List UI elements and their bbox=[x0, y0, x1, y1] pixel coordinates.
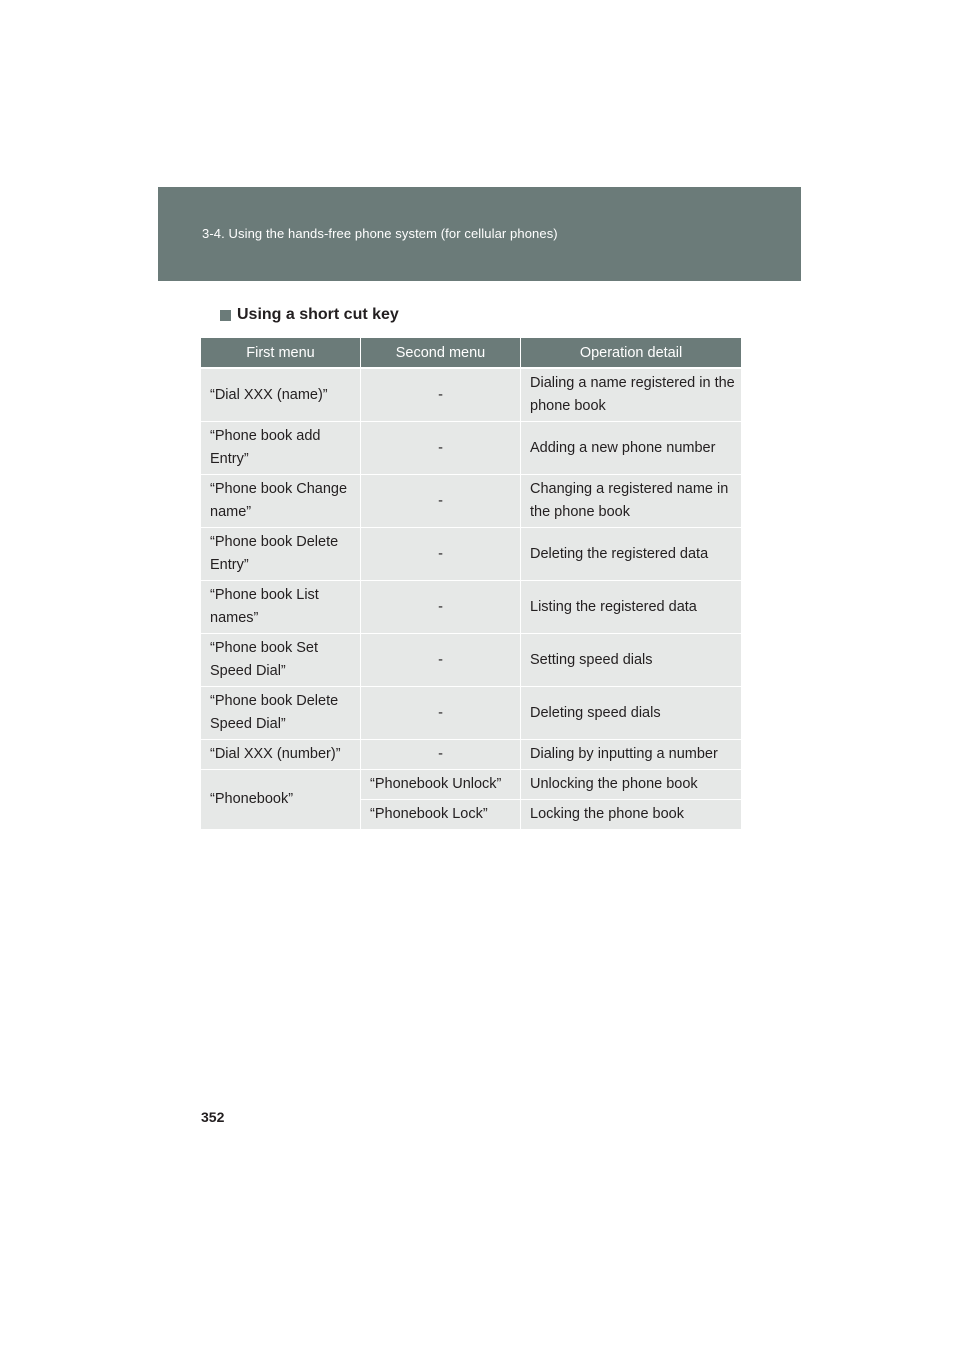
second-menu-cell: - bbox=[361, 528, 521, 581]
table-row bbox=[201, 634, 741, 687]
table-header-row bbox=[201, 338, 741, 367]
operation-detail-cell: Dialing a name registered in the phone book bbox=[521, 367, 741, 422]
section-heading bbox=[220, 306, 399, 324]
table-row bbox=[201, 770, 741, 800]
table-row bbox=[201, 528, 741, 581]
first-menu-cell: “Phone book Delete Speed Dial” bbox=[201, 687, 361, 740]
table-row bbox=[201, 422, 741, 475]
table-row bbox=[201, 367, 741, 422]
first-menu-cell: “Phone book List names” bbox=[201, 581, 361, 634]
table-row bbox=[201, 687, 741, 740]
first-menu-cell: “Phone book Change name” bbox=[201, 475, 361, 528]
first-menu-cell: “Phone book add Entry” bbox=[201, 422, 361, 475]
section-heading-text: Using a short cut key bbox=[237, 306, 399, 323]
operation-detail-cell: Unlocking the phone book bbox=[521, 770, 741, 800]
operation-detail-cell: Deleting the registered data bbox=[521, 528, 741, 581]
operation-detail-cell: Dialing by inputting a number bbox=[521, 740, 741, 770]
table-row bbox=[201, 740, 741, 770]
table-row bbox=[201, 581, 741, 634]
second-menu-cell: - bbox=[361, 367, 521, 422]
second-menu-cell: - bbox=[361, 422, 521, 475]
operation-detail-cell: Deleting speed dials bbox=[521, 687, 741, 740]
second-menu-cell: “Phonebook Unlock” bbox=[361, 770, 521, 800]
shortcut-menu-table bbox=[201, 338, 741, 830]
first-menu-cell: “Phone book Set Speed Dial” bbox=[201, 634, 361, 687]
second-menu-cell: - bbox=[361, 581, 521, 634]
operation-detail-cell: Adding a new phone number bbox=[521, 422, 741, 475]
operation-detail-cell: Changing a registered name in the phone book bbox=[521, 475, 741, 528]
first-menu-cell: “Phone book Delete Entry” bbox=[201, 528, 361, 581]
table-row bbox=[201, 475, 741, 528]
first-menu-cell-phonebook: “Phonebook” bbox=[201, 770, 361, 830]
chapter-header-band bbox=[158, 187, 801, 281]
square-bullet-icon bbox=[220, 310, 231, 321]
chapter-title: 3-4. Using the hands-free phone system (for cellular phones) bbox=[202, 226, 558, 241]
column-header-second-menu: Second menu bbox=[361, 338, 521, 367]
operation-detail-cell: Locking the phone book bbox=[521, 800, 741, 830]
column-header-operation-detail: Operation detail bbox=[521, 338, 741, 367]
second-menu-cell: “Phonebook Lock” bbox=[361, 800, 521, 830]
column-header-first-menu: First menu bbox=[201, 338, 361, 367]
operation-detail-cell: Listing the registered data bbox=[521, 581, 741, 634]
second-menu-cell: - bbox=[361, 634, 521, 687]
first-menu-cell: “Dial XXX (name)” bbox=[201, 367, 361, 422]
first-menu-cell: “Dial XXX (number)” bbox=[201, 740, 361, 770]
page-number: 352 bbox=[201, 1109, 225, 1125]
second-menu-cell: - bbox=[361, 687, 521, 740]
second-menu-cell: - bbox=[361, 740, 521, 770]
second-menu-cell: - bbox=[361, 475, 521, 528]
operation-detail-cell: Setting speed dials bbox=[521, 634, 741, 687]
